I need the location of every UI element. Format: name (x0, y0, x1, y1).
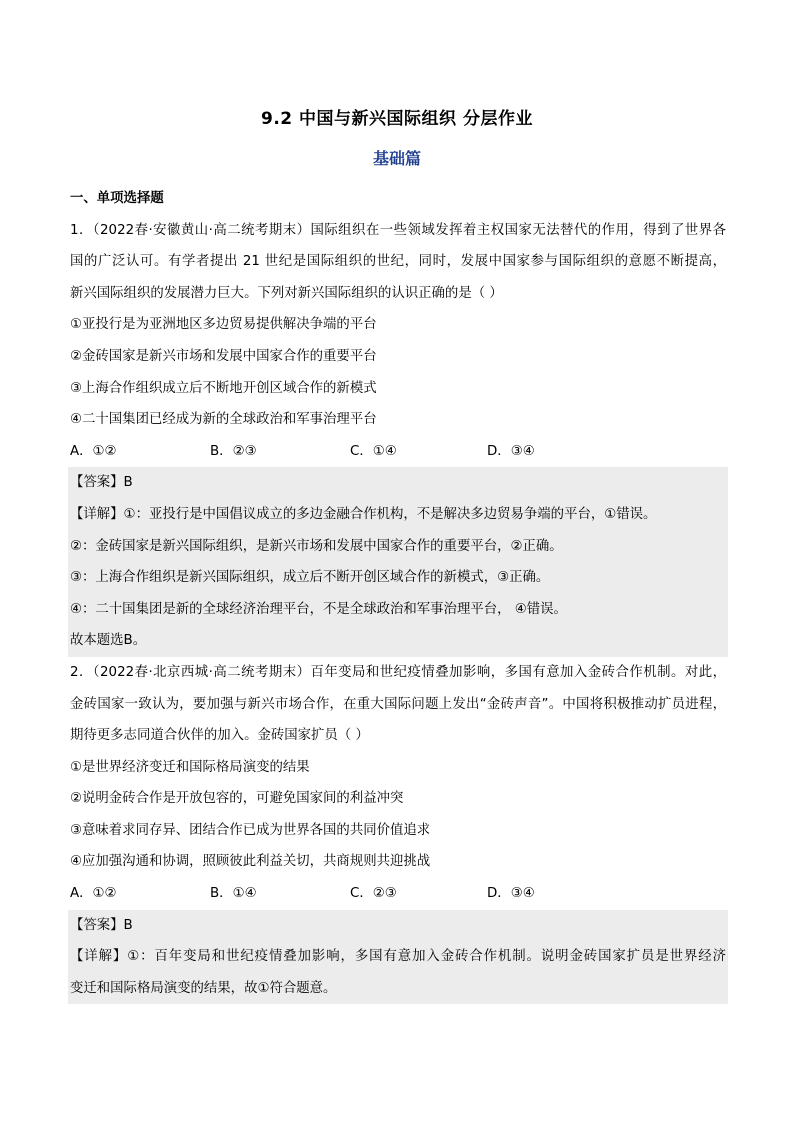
question-1-item-2: ②金砖国家是新兴市场和发展中国家合作的重要平台 (70, 348, 377, 364)
document-title: 9.2 中国与新兴国际组织 分层作业 (261, 109, 533, 129)
question-1-option-a: A．①② (70, 443, 117, 459)
question-2-option-d: D．③④ (487, 886, 535, 902)
question-2-item-4: ④应加强沟通和协调，照顾彼此利益关切，共商规则共迎挑战 (70, 854, 431, 870)
question-1-explain-line-1: 【详解】①：亚投行是中国倡议成立的多边金融合作机构，不是解决多边贸易争端的平台，①错误。 (70, 506, 657, 522)
document-content (70, 183, 726, 1004)
question-2-item-3: ③意味着求同存异、团结合作已成为世界各国的共同价值追求 (70, 822, 431, 838)
question-1-item-1: ①亚投行是为亚洲地区多边贸易提供解决争端的平台 (70, 317, 377, 333)
question-1-option-b: B．②③ (210, 443, 257, 459)
question-2-item-2: ②说明金砖合作是开放包容的，可避免国家间的利益冲突 (70, 791, 404, 807)
question-1-options (70, 436, 726, 468)
question-1-stem-line-1: 1．（2022春·安徽黄山·高二统考期末）国际组织在一些领域发挥着主权国家无法替代的作用，得到了世界各 (70, 222, 726, 238)
question-2-option-c: C．②③ (350, 886, 397, 902)
question-1-answer: 【答案】B (70, 475, 133, 491)
question-1-explain-line-3: ③：上海合作组织是新兴国际组织，成立后不断开创区域合作的新模式，③正确。 (70, 570, 550, 586)
question-1-explain-line-2: ②：金砖国家是新兴国际组织，是新兴市场和发展中国家合作的重要平台，②正确。 (70, 538, 563, 554)
question-2-answer-box (68, 910, 728, 1005)
document-subtitle: 基础篇 (372, 149, 421, 168)
question-1-explain-line-4: ④：二十国集团是新的全球经济治理平台，不是全球政治和军事治理平台， ④错误。 (70, 601, 567, 617)
question-2-stem-line-3: 期待更多志同道合伙伴的加入。金砖国家扩员（ ） (70, 728, 369, 744)
section-heading: 一、单项选择题 (70, 191, 164, 206)
question-2-answer: 【答案】B (70, 917, 133, 933)
question-2 (70, 657, 726, 1005)
question-2-explain-line-2: 变迁和国际格局演变的结果，故①符合题意。 (70, 980, 337, 996)
question-1-stem-line-2: 国的广泛认可。有学者提出 21 世纪是国际组织的世纪，同时，发展中国家参与国际组织的意愿不断提高， (70, 254, 726, 270)
question-1 (70, 215, 726, 657)
question-1-item-4: ④二十国集团已经成为新的全球政治和军事治理平台 (70, 412, 377, 428)
question-1-item-3: ③上海合作组织成立后不断地开创区域合作的新模式 (70, 380, 377, 396)
question-2-option-b: B．①④ (210, 886, 257, 902)
question-1-explain-line-5: 故本题选B。 (70, 633, 147, 649)
question-2-options (70, 878, 726, 910)
question-2-stem-line-2: 金砖国家一致认为，要加强与新兴市场合作，在重大国际问题上发出“金砖声音”。中国将积极推动扩员进程， (70, 696, 726, 712)
question-2-item-1: ①是世界经济变迁和国际格局演变的结果 (70, 759, 310, 775)
question-1-stem-line-3: 新兴国际组织的发展潜力巨大。下列对新兴国际组织的认识正确的是（ ） (70, 285, 503, 301)
question-1-option-d: D．③④ (487, 443, 535, 459)
question-2-option-a: A．①② (70, 886, 117, 902)
question-1-answer-box (68, 467, 728, 657)
question-1-option-c: C．①④ (350, 443, 397, 459)
question-2-stem-line-1: 2．（2022春·北京西城·高二统考期末）百年变局和世纪疫情叠加影响，多国有意加入金砖合作机制。对此， (70, 664, 726, 680)
question-2-explain-line-1: 【详解】①：百年变局和世纪疫情叠加影响，多国有意加入金砖合作机制。说明金砖国家扩员是世界经济 (70, 949, 726, 965)
